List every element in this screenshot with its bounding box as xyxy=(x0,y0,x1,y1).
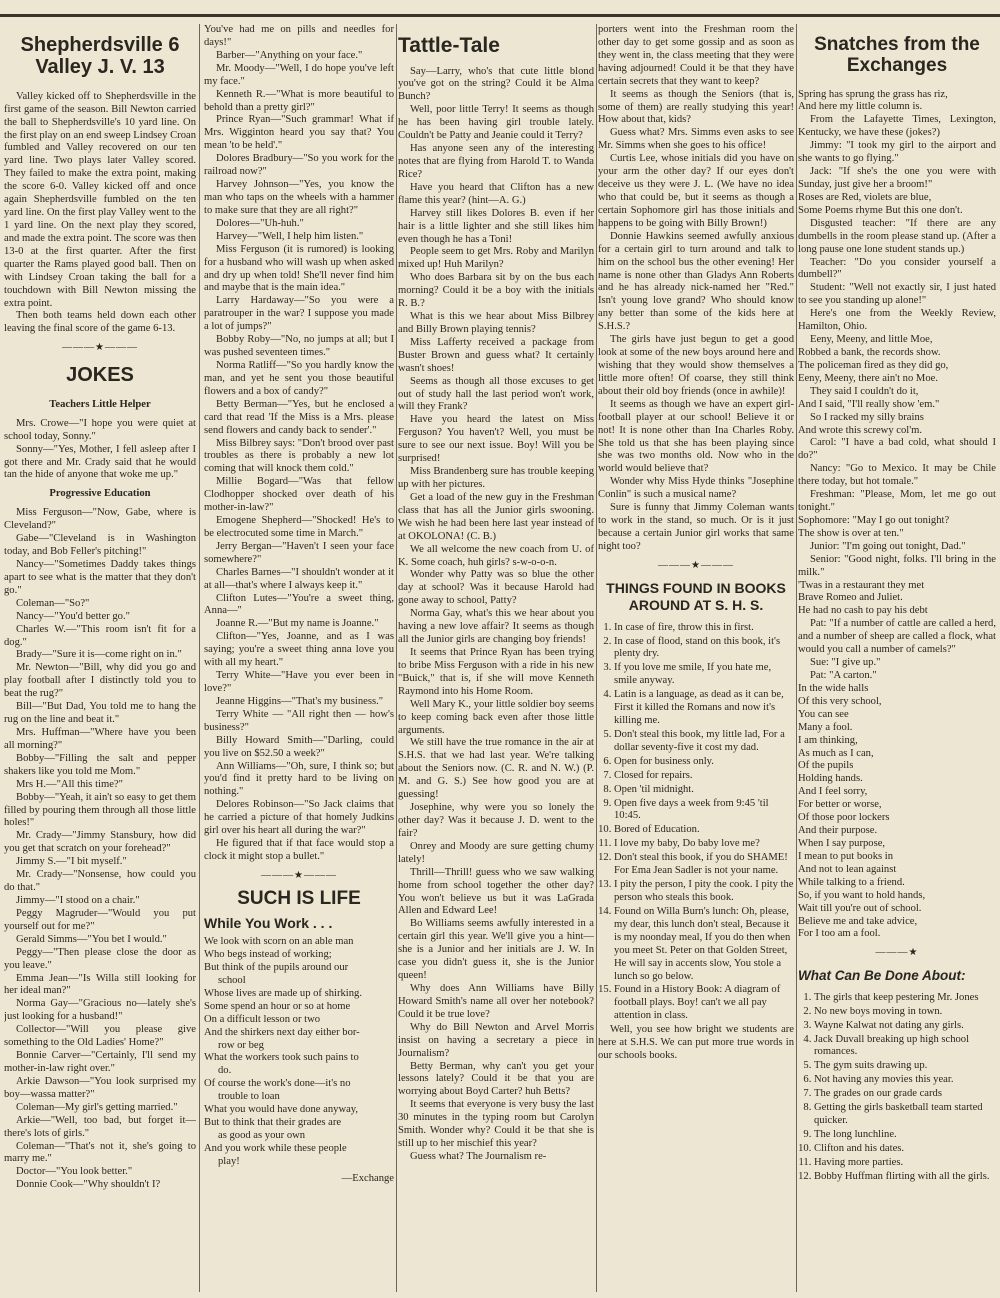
joke-line: Nancy—"You'd better go." xyxy=(16,610,130,622)
jokes-headline: JOKES xyxy=(66,364,134,387)
gossip-item: Thrill—Thrill! guess who we saw walking home from school together the other day? You won't believe us but it was LaGrada Allen and Edward Lee! xyxy=(398,866,594,917)
closing-paragraph: Well, you see how bright we students are here at S.H.S. We can put more true words in our schools books. xyxy=(598,1024,794,1062)
joke-line: Peggy Magruder—"Would you put yourself out for me?" xyxy=(4,907,196,932)
poem-line: I mean to put books in xyxy=(798,850,894,862)
exchange-line: So I racked my silly brains xyxy=(810,411,924,423)
gossip-item: Seems as though all those excuses to get out of study hall the last period won't work, will they Frank? xyxy=(398,375,594,413)
exchange-line: Brave Romeo and Juliet. xyxy=(798,592,903,604)
section-divider: ———★ xyxy=(875,947,919,959)
column-divider xyxy=(596,24,597,1292)
gossip-item: Miss Brandenberg sure has trouble keeping up with her pictures. xyxy=(398,466,594,491)
exchange-line: Student: "Well not exactly sir, I just hated to see you standing up alone!" xyxy=(798,282,996,307)
gossip-item: People seem to get Mrs. Roby and Marilyn mixed up! Huh Marilyn? xyxy=(398,246,594,271)
joke-line: Dolores Bradbury—"So you work for the railroad now?" xyxy=(204,153,394,178)
gossip-item: Well, poor little Terry! It seems as though he has been having girl trouble lately. Couldn't be Patty and Jeanie could it Terry? xyxy=(398,104,594,142)
gossip-item: Well Mary K., your little soldier boy seems to keep coming back even after those little arguments. xyxy=(398,698,594,736)
joke-line: Ann Williams—"Oh, sure, I think so; but you'd find it pretty hard to be living on nothing." xyxy=(204,760,394,798)
joke-line: You've had me on pills and needles for days!" xyxy=(204,24,394,48)
gossip-item: It seems as though the Seniors (that is, some of them) are really studying this year! How about that, kids? xyxy=(598,88,794,126)
joke-line: Betty Berman—"Yes, but he enclosed a card that read 'If the Miss is a Mrs. please send flowers and candy back to sender'." xyxy=(204,398,394,436)
poem-line: Of the pupils xyxy=(798,760,854,772)
joke-line: Donnie Cook—"Why shouldn't I? xyxy=(16,1179,161,1191)
joke-line: Millie Bogard—"Was that fellow Clodhopper shocked over death of his mother-in-law?" xyxy=(204,476,394,514)
column-2 xyxy=(204,24,394,1292)
exchange-line: Jack: "If she's the one you were with Sunday, just give her a broom!" xyxy=(798,166,996,190)
exchange-line: Roses are Red, violets are blue, xyxy=(798,191,932,203)
poem-line: Many a fool. xyxy=(798,721,853,733)
joke-line: Jerry Bergan—"Haven't I seen your face somewhere?" xyxy=(204,540,394,565)
exchange-line: Teacher: "Do you consider yourself a dumbell?" xyxy=(798,256,996,281)
exchange-line: Pat: "A carton." xyxy=(810,670,877,682)
exchange-line: Senior: "Good night, folks. I'll bring in the milk." xyxy=(798,553,996,578)
poem-line: For I too am a fool. xyxy=(798,928,881,940)
joke-line: Bobby Roby—"No, no jumps at all; but I was pushed seventeen times." xyxy=(204,334,394,359)
gossip-item: It seems that everyone is very busy the last 30 minutes in the typing room but Carolyn Smith. Wonder why? Could it be that she is still up to her mischief this year? xyxy=(398,1099,594,1150)
poem-line: In the wide halls xyxy=(798,682,869,694)
list-item: 12. Don't steal this book, if you do SHAME! For Ema Jean Sadler is not your name. xyxy=(614,852,794,878)
gossip-item: Wonder why Patty was so blue the other day at school? Was it because Harold had gone away to school, Patty? xyxy=(398,569,594,607)
poem-line: row or beg xyxy=(218,1039,264,1051)
exchange-line: And wrote this screwy col'm. xyxy=(798,424,923,436)
gossip-item: Get a load of the new guy in the Freshman class that has all the Junior girls swooning. We wish he had been here last year instead of at OKOLONA! (C. B.) xyxy=(398,491,594,542)
exchange-line: Carol: "I have a bad cold, what should I do?" xyxy=(798,437,996,462)
joke-line: Bobby—"Yeah, it ain't so easy to get them filled by pouring them through all those little holes!" xyxy=(4,791,196,829)
gossip-item: Have you heard the latest on Miss Ferguson? You haven't? Well, you must be sure to see our next issue. Boy! Will you be surprised! xyxy=(398,414,594,465)
joke-line: Terry White—"Have you ever been in love?" xyxy=(204,670,394,695)
gossip-item: Donnie Hawkins seemed awfully anxious for a certain girl to turn around and talk to him on the school bus the other evening! Her name is none other than Gladys Ann Roberts and he has already nick-named her "Red." Isn't young love grand? Who should know any better than some of the kids here at S.H.S.? xyxy=(598,230,794,333)
poem-line: While talking to a friend. xyxy=(798,876,905,888)
list-item: 5. Don't steal this book, my little lad, For a dollar seventy-five it cost my dad. xyxy=(614,729,794,755)
joke-line: Miss Ferguson (it is rumored) is looking for a husband who will wash up when asked and dry up when told! She'll never find him and maybe that is the main idea." xyxy=(204,243,394,294)
joke-line: Barber—"Anything on your face." xyxy=(216,49,363,61)
gossip-item: Harvey still likes Dolores B. even if her hair is a little lighter and she still likes him even though he has a Toni! xyxy=(398,207,594,245)
joke-line: Coleman—My girl's getting married." xyxy=(16,1101,178,1113)
poem-line: What you would have done anyway, xyxy=(204,1104,359,1116)
poem-line: Of this very school, xyxy=(798,695,882,707)
list-item: 6. Not having any movies this year. xyxy=(814,1074,996,1087)
gossip-item: It seems that Prince Ryan has been trying to bribe Miss Ferguson with a ride in his new "Buick," that is, if she will move Kenneth Raymond into his Home Room. xyxy=(398,647,594,697)
poem-line: Of those poor lockers xyxy=(798,812,890,824)
poem-line: For better or worse, xyxy=(798,799,882,811)
joke-line: Collector—"Will you please give something to the Old Ladies' Home?" xyxy=(4,1024,196,1049)
gossip-item: Curtis Lee, whose initials did you have on your arm the other day? If our eyes don't deceive us they were J. L. (We have no idea who that could be, but it seems as though a certain Sophomore girl has those initials and happens to be going with Billy Brown!) xyxy=(598,153,794,229)
joke-line: Norma Ratliff—"So you hardly know the man, and yet he sent you those beautiful flowers and a box of candy?" xyxy=(204,359,394,397)
exchange-line: Robbed a bank, the records show. xyxy=(798,346,941,358)
poem-line: As much as I can, xyxy=(798,747,874,759)
joke-line: Charles W.—"This room isn't fit for a dog." xyxy=(4,623,196,648)
poem-line: I am thinking, xyxy=(798,734,858,746)
list-item: 1. In case of fire, throw this in first. xyxy=(614,622,794,635)
things-found-list xyxy=(598,622,794,1024)
gossip-item: It seems as though we have an expert girl-football player at our school! Believe it or not! It is none other than Ina Charles Roby. She told us that she has been playing since she was two months old. Now who in the world would believe that? xyxy=(598,398,794,475)
exchange-line: 'Twas in a restaurant they met xyxy=(798,579,925,591)
joke-line: Harvey Johnson—"Yes, you know the man who taps on the wheels with a hammer to make sure that they are all right?" xyxy=(204,179,394,216)
list-item: 10. Clifton and his dates. xyxy=(814,1143,996,1156)
poem-line: We look with scorn on an able man xyxy=(204,936,354,948)
poem-line: play! xyxy=(218,1155,240,1167)
exchange-line: Eeny, Meeny, there ain't no Moe. xyxy=(798,372,938,384)
gossip-item: Wonder why Miss Hyde thinks "Josephine Conlin" is such a musical name? xyxy=(598,476,794,501)
joke-line: Nancy—"Sometimes Daddy takes things apart to see what is the matter that they don't go." xyxy=(4,559,196,596)
joke-line: Emma Jean—"Is Willa still looking for her ideal man?" xyxy=(4,972,196,997)
gossip-item: Say—Larry, who's that cute little blond you've got on the string? Could it be Alma Bunch? xyxy=(398,65,594,103)
list-item: 9. The long lunchline. xyxy=(814,1129,996,1142)
poem-line: Some spend an hour or so at home xyxy=(204,1000,351,1012)
list-item: 7. Closed for repairs. xyxy=(614,770,794,783)
joke-line: Mrs. Crowe—"I hope you were quiet at school today, Sonny." xyxy=(4,417,196,442)
exchange-line: Pat: "If a number of cattle are called a herd, and a number of sheep are called a flock, what would you call a number of camels?" xyxy=(798,618,996,656)
list-item: 12. Bobby Huffman flirting with all the girls. xyxy=(814,1171,996,1184)
gossip-item: Has anyone seen any of the interesting notes that are flying from Harold T. to Wanda Rice? xyxy=(398,143,594,180)
gossip-item: What is this we hear about Miss Bilbrey and Billy Brown playing tennis? xyxy=(398,311,594,335)
joke-line: Norma Gay—"Gracious no—lately she's just looking for a husband!" xyxy=(4,998,196,1023)
list-item: 3. Wayne Kalwat not dating any girls. xyxy=(814,1020,996,1033)
gossip-item: Betty Berman, why can't you get your lessons lately? Could it be that you are worrying about Boyd Carter? huh Betts? xyxy=(398,1060,594,1098)
list-item: 10. Bored of Education. xyxy=(614,824,794,837)
poem-line: And their purpose. xyxy=(798,825,878,837)
gossip-item: Bo Williams seems awfully interested in a certain girl this year. We'll give you a hint—she is a Junior and her initials are J. W. In case you didn't guess it, she is the Junior queen! xyxy=(398,918,594,982)
exchange-line: Nancy: "Go to Mexico. It may be Chile there today, but hot tomale." xyxy=(798,463,996,488)
joke-line: Clifton—"Yes, Joanne, and as I was saying; you're a sweet thing anna love you with all my heart." xyxy=(204,631,394,669)
column-5 xyxy=(798,24,996,1292)
column-divider xyxy=(199,24,200,1292)
list-item: 7. The grades on our grade cards xyxy=(814,1088,996,1101)
things-found-headline: THINGS FOUND IN BOOKS AROUND AT S. H. S. xyxy=(606,579,786,613)
joke-line: Coleman—"So?" xyxy=(16,597,90,609)
joke-line: Mr. Crady—"Jimmy Stansbury, how did you get that scratch on your forehead?" xyxy=(4,830,196,855)
poem-line: Whose lives are made up of shirking. xyxy=(204,987,362,999)
joke-line: Joanne R.—"But my name is Joanne." xyxy=(216,618,379,630)
joke-line: Kenneth R.—"What is more beautiful to behold than a pretty girl?" xyxy=(204,88,394,113)
exchange-line: Spring has sprung the grass has riz, xyxy=(798,88,948,100)
poem-line: And you work while these people xyxy=(204,1142,347,1154)
joke-line: He figured that if that face would stop a clock it might stop a bullet." xyxy=(204,838,394,862)
joke-line: Emogene Shepherd—"Shocked! He's to be electrocuted some time in March." xyxy=(204,515,394,539)
gossip-item: Have you heard that Clifton has a new flame this year? (hint—A. G.) xyxy=(398,181,594,206)
exchange-line: Freshman: "Please, Mom, let me go out tonight." xyxy=(798,489,996,514)
list-item: 3. If you love me smile, If you hate me, smile anyway. xyxy=(614,662,794,688)
column-1 xyxy=(4,24,196,1292)
gossip-item: Why does Ann Williams have Billy Howard Smith's name all over her notebook? Could it be true love? xyxy=(398,982,594,1020)
exchange-line: Here's one from the Weekly Review, Hamilton, Ohio. xyxy=(798,308,996,333)
exchange-line: He had no cash to pay his debt xyxy=(798,605,928,617)
joke-line: Bill—"But Dad, You told me to hang the rug on the line and beat it." xyxy=(4,701,196,726)
list-item: 15. Found in a History Book: A diagram of football plays. Boy! can't we all pay attention in class. xyxy=(614,984,794,1023)
what-can-be-done-headline: What Can Be Done About: xyxy=(798,967,966,983)
while-you-work-title: While You Work . . . xyxy=(204,915,333,932)
section-divider: ———★——— xyxy=(261,869,337,881)
such-is-life-headline: SUCH IS LIFE xyxy=(237,888,361,910)
column-divider xyxy=(396,24,397,1292)
top-rule xyxy=(0,14,1000,17)
joke-line: Mr. Moody—"Well, I do hope you've left my face." xyxy=(204,62,394,87)
exchange-line: From the Lafayette Times, Lexington, Kentucky, we have these (jokes?) xyxy=(798,114,996,139)
list-item: 6. Open for business only. xyxy=(614,756,794,769)
poem-line: Believe me and take advice, xyxy=(798,915,918,927)
exchange-line: The show is over at ten." xyxy=(798,527,904,539)
joke-line: Jimmy—"I stood on a chair." xyxy=(16,894,140,906)
joke-line: Clifton Lutes—"You're a sweet thing, Anna—" xyxy=(204,592,394,617)
list-item: 8. Open 'til midnight. xyxy=(614,784,794,797)
section-divider: ———★——— xyxy=(658,559,734,571)
poem-line: trouble to loan xyxy=(218,1091,280,1103)
poem-line: You can see xyxy=(798,708,849,720)
poem-line: do. xyxy=(218,1065,232,1077)
joke-line: Arkie—"Well, too bad, but forget it—there's lots of girls." xyxy=(4,1114,196,1139)
list-item: 9. Open five days a week from 9:45 'til 10:45. xyxy=(614,798,794,824)
poem-line: And the shirkers next day either bor- xyxy=(204,1026,360,1038)
joke-line: Larry Hardaway—"So you were a paratrouper in the war? I suppose you made a lot of jumps?" xyxy=(204,295,394,333)
column-4 xyxy=(598,24,794,1292)
poem-line: as good as your own xyxy=(218,1130,306,1141)
joke-line: Billy Howard Smith—"Darling, could you live on $52.50 a week?" xyxy=(204,734,394,759)
gossip-item: Why do Bill Newton and Arvel Morris insist on having a secretary a piece in Journalism? xyxy=(398,1021,594,1059)
story-paragraph: Valley kicked off to Shepherdsville in the first game of the season. Bill Newton carried the ball to Shepherdsville's 10 yard line. On the first play on an end sweep Lindsey Croan fumbled and Valley recovered on our ten yard line. Two plays later Valley scored. They failed to make the extra point, making the score 6-0. Valley kicked off and once again Shepherdsville fumbled on the ten yard line. On the first play Valley went to the 1 yard line. On the next play they scored, and made the extra point. The score was then 13-0 at the first quarter. After the first quarter the Rams played good ball. Then on with Lindsey Croan taking the ball for a touchdown with Bill Newton missing the extra point. xyxy=(4,90,196,309)
progressive-title: Progressive Education xyxy=(49,488,151,500)
joke-line: Doctor—"You look better." xyxy=(16,1166,133,1178)
joke-line: Jeanne Higgins—"That's my business." xyxy=(216,695,384,707)
football-headline: Shepherdsville 6 Valley J. V. 13 xyxy=(20,34,180,79)
gossip-item: Sure is funny that Jimmy Coleman wants to work in the stand, so much. Or is it just because a certain Junior girl works that same night too? xyxy=(598,502,794,552)
exchange-line: Junior: "I'm going out tonight, Dad." xyxy=(810,540,966,552)
gossip-item: We still have the true romance in the air at S.H.S. that we had last year. We're talking about the Seniors now. (C. R. and N. W.) (P. M. and G. S.) See how good you are at guessing! xyxy=(398,737,594,801)
exchange-line: Some Poems rhyme But this one don't. xyxy=(798,204,963,216)
joke-line: Charles Barnes—"I shouldn't wonder at it at all—that's where I always keep it." xyxy=(204,566,394,591)
joke-line: Harvey—"Well, I help him listen." xyxy=(216,230,364,242)
exchange-line: The policeman fired as they did go, xyxy=(798,359,949,371)
what-can-be-done-list xyxy=(798,992,996,1184)
gossip-item: Who does Barbara sit by on the bus each morning? Could it be a boy with the initials R. B.? xyxy=(398,272,594,310)
joke-line: Delores Robinson—"So Jack claims that he carried a picture of that homely Judkins girl over his heart all during the war?" xyxy=(204,799,394,837)
joke-line: Peggy—"Then please close the door as you leave." xyxy=(4,946,196,971)
exchange-line: And I said, "I'll really show 'em." xyxy=(798,398,940,410)
poem-line: Of course the work's done—it's no xyxy=(204,1078,351,1090)
poem-line: But to think that their grades are xyxy=(204,1117,342,1129)
poem-credit: —Exchange xyxy=(341,1172,394,1184)
column-3 xyxy=(398,24,594,1292)
poem-line: And I feel sorry, xyxy=(798,786,868,798)
gossip-item: Guess what? The Journalism re- xyxy=(410,1150,547,1162)
poem-line: What the workers took such pains to xyxy=(204,1052,359,1064)
list-item: 11. Having more parties. xyxy=(814,1157,996,1170)
joke-line: Mr. Crady—"Nonsense, how could you do that." xyxy=(4,869,196,894)
joke-line: Miss Ferguson—"Now, Gabe, where is Cleveland?" xyxy=(4,507,196,532)
exchange-line: And here my little column is. xyxy=(798,101,923,113)
joke-line: Sonny—"Yes, Mother, I fell asleep after I got there and Mr. Crady said that he would tan the hide of anyone that woke me up." xyxy=(4,443,196,481)
joke-line: Mrs. Huffman—"Where have you been all morning?" xyxy=(4,727,196,751)
exchange-line: Sue: "I give up." xyxy=(810,657,881,669)
snatches-headline: Snatches from the Exchanges xyxy=(814,34,980,77)
exchange-line: Sophomore: "May I go out tonight? xyxy=(798,514,950,526)
joke-line: Mrs H.—"All this time?" xyxy=(16,778,123,790)
gossip-item: Norma Gay, what's this we hear about you having a new love affair? It seems as though all the Junior girls are changing boy friends! xyxy=(398,608,594,646)
exchange-line: Eeny, Meeny, and little Moe, xyxy=(810,334,933,346)
poem-line: Wait till you're out of school. xyxy=(798,902,922,914)
exchange-line: Disgusted teacher: "If there are any dumbells in the room please stand up. (After a long pause one lone student stands up.) xyxy=(798,217,996,255)
joke-line: Bobby—"Filling the salt and pepper shakers like you told me Mom." xyxy=(4,752,196,777)
joke-line: Terry White — "All right then — how's business?" xyxy=(204,708,394,733)
joke-line: Coleman—"That's not it, she's going to marry me." xyxy=(4,1140,196,1165)
list-item: 14. Found on Willa Burn's lunch: Oh, please, my dear, this lunch don't steal, Because it is my noonday meal, If you do then when you meet St. Peter on that Golden Street, He will say in accents slow, You stole a lunch so go below. xyxy=(614,906,794,984)
poem-line: Holding hands. xyxy=(798,773,863,785)
poem-line: When I say purpose, xyxy=(798,838,886,849)
gossip-item: Miss Lafferty received a package from Buster Brown and guess what? It certainly wasn't shoes! xyxy=(398,336,594,374)
gossip-item: We all welcome the new coach from U. of K. Some coach, huh girls? s-w-o-o-n. xyxy=(398,543,594,568)
joke-line: Miss Bilbrey says: "Don't brood over past troubles as there is probably a new lot coming that will knock them cold." xyxy=(204,437,394,475)
section-divider: ———★——— xyxy=(62,342,138,354)
poem-line: So, if you want to hold hands, xyxy=(798,889,926,901)
list-item: 5. The gym suits drawing up. xyxy=(814,1060,996,1073)
joke-line: Dolores—"Uh-huh." xyxy=(216,217,304,229)
gossip-item: porters went into the Freshman room the other day to get some gossip and as soon as they went in, the class meeting that they were having adjourned! Could it be that they have certain secrets that they want to keep? xyxy=(598,24,794,87)
list-item: 2. No new boys moving in town. xyxy=(814,1006,996,1019)
poem-line: And not to lean against xyxy=(798,863,897,875)
exchange-line: They said I couldn't do it, xyxy=(810,385,919,397)
poem-line: Who begs instead of working; xyxy=(204,949,332,961)
poem-line: On a difficult lesson or two xyxy=(204,1013,321,1025)
column-divider xyxy=(796,24,797,1292)
exchange-line: Jimmy: "I took my girl to the airport and she wants to go flying." xyxy=(798,140,996,165)
joke-line: Brady—"Sure it is—come right on in." xyxy=(16,649,182,661)
joke-line: Prince Ryan—"Such grammar! What if Mrs. Wigginton heard you say that? You mean 'to be held'." xyxy=(204,114,394,152)
list-item: 13. I pity the person, I pity the cook. I pity the person who steals this book. xyxy=(614,879,794,905)
list-item: 4. Jack Duvall breaking up high school romances. xyxy=(814,1034,996,1060)
joke-line: Gabe—"Cleveland is in Washington today, and Bob Feller's pitching!" xyxy=(4,533,196,558)
list-item: 11. I love my baby, Do baby love me? xyxy=(614,838,794,851)
joke-line: Bonnie Carver—"Certainly, I'll send my mother-in-law right over." xyxy=(4,1050,196,1074)
gossip-item: The girls have just begun to get a good look at some of the new boys around here and wishing that they would show themselves a little more often! Of coarse, they still think about their old boy friends (once in awhile)! xyxy=(598,334,794,397)
list-item: 1. The girls that keep pestering Mr. Jones xyxy=(814,992,996,1005)
joke-line: Arkie Dawson—"You look surprised my boy—wassa matter?" xyxy=(4,1075,196,1100)
joke-line: Jimmy S.—"I bit myself." xyxy=(16,856,127,868)
gossip-item: Onrey and Moody are sure getting chumy lately! xyxy=(398,840,594,865)
poem-line: But think of the pupils around our xyxy=(204,962,349,974)
list-item: 2. In case of flood, stand on this book, it's plenty dry. xyxy=(614,636,794,662)
joke-line: Mr. Newton—"Bill, why did you go and play football after I distinctly told you to beat the rug?" xyxy=(4,662,196,700)
joke-line: Gerald Simms—"You bet I would." xyxy=(16,933,167,945)
poem-line: school xyxy=(218,974,246,986)
story-paragraph: Then both teams held down each other leaving the final score of the game 6-13. xyxy=(4,310,196,335)
helper-title: Teachers Little Helper xyxy=(49,398,151,410)
gossip-item: Josephine, why were you so lonely the other day? Was it because J. D. went to the fair? xyxy=(398,802,594,839)
tattle-tale-headline: Tattle-Tale xyxy=(398,34,500,57)
list-item: 8. Getting the girls basketball team started quicker. xyxy=(814,1102,996,1128)
gossip-item: Guess what? Mrs. Simms even asks to see Mr. Simms when she goes to his office! xyxy=(598,127,794,152)
list-item: 4. Latin is a language, as dead as it can be, First it killed the Romans and now it's killing me. xyxy=(614,689,794,728)
